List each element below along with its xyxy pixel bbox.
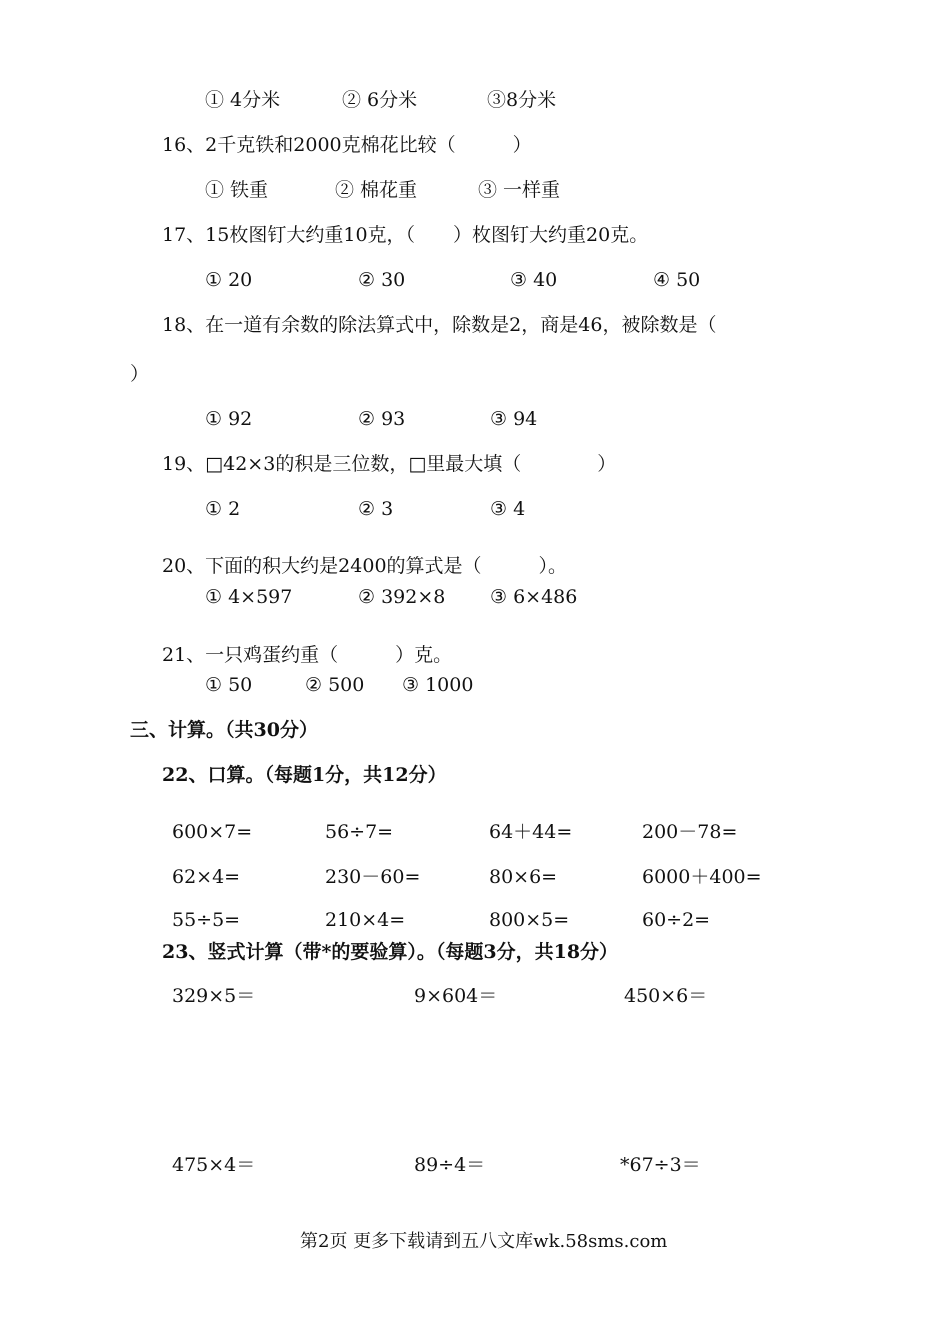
q23-item: 475×4＝ [172, 1154, 256, 1176]
q22-item: 210×4= [325, 909, 406, 931]
q22-title: 22、口算。（每题1分，共12分） [162, 764, 447, 786]
q18-option-3: ③ 94 [490, 408, 538, 430]
q18-option-1: ① 92 [205, 408, 253, 430]
q18-question: 18、在一道有余数的除法算式中，除数是2，商是46，被除数是（ [162, 314, 717, 336]
q21-option-3: ③ 1000 [402, 674, 474, 696]
section-title: 三、计算。（共30分） [130, 719, 318, 741]
q21-option-2: ② 500 [305, 674, 365, 696]
q19-option-1: ① 2 [205, 498, 241, 520]
q20-option-3: ③ 6×486 [490, 586, 578, 608]
q17-option-1: ① 20 [205, 269, 253, 291]
q18-option-2: ② 93 [358, 408, 406, 430]
q23-title: 23、竖式计算（带*的要验算）。（每题3分，共18分） [162, 941, 619, 963]
q20-option-1: ① 4×597 [205, 586, 293, 608]
q15-option-2: ② 6分米 [342, 89, 418, 111]
q20-question: 20、下面的积大约是2400的算式是（ ）。 [162, 555, 568, 577]
q23-item: 9×604＝ [414, 985, 498, 1007]
q15-option-3: ③8分米 [487, 89, 557, 111]
q23-item: 329×5＝ [172, 985, 256, 1007]
q23-item: 450×6＝ [624, 985, 708, 1007]
q17-option-4: ④ 50 [653, 269, 701, 291]
q22-item: 60÷2= [642, 909, 711, 931]
q23-item: 89÷4＝ [414, 1154, 486, 1176]
q21-question: 21、一只鸡蛋约重（ ）克。 [162, 644, 453, 666]
q22-item: 56÷7= [325, 821, 394, 843]
q16-option-1: ① 铁重 [205, 179, 269, 201]
q22-item: 80×6= [489, 866, 558, 888]
q19-question: 19、□42×3的积是三位数，□里最大填（ ） [162, 453, 617, 475]
q16-question: 16、2千克铁和2000克棉花比较（ ） [162, 134, 532, 156]
q22-item: 64＋44= [489, 821, 573, 843]
q22-item: 62×4= [172, 866, 241, 888]
page-footer: 第2页 更多下载请到五八文库wk.58sms.com [300, 1231, 668, 1252]
q21-option-1: ① 50 [205, 674, 253, 696]
q23-item: *67÷3＝ [620, 1154, 701, 1176]
q22-item: 800×5= [489, 909, 570, 931]
q16-option-3: ③ 一样重 [478, 179, 561, 201]
q17-option-2: ② 30 [358, 269, 406, 291]
q22-item: 230－60= [325, 866, 421, 888]
q20-option-2: ② 392×8 [358, 586, 446, 608]
q17-option-3: ③ 40 [510, 269, 558, 291]
q19-option-3: ③ 4 [490, 498, 526, 520]
q16-option-2: ② 棉花重 [335, 179, 418, 201]
q22-item: 600×7= [172, 821, 253, 843]
q18-question-continued: ） [130, 363, 150, 385]
q22-item: 200－78= [642, 821, 738, 843]
q19-option-2: ② 3 [358, 498, 394, 520]
q22-item: 55÷5= [172, 909, 241, 931]
q22-item: 6000＋400= [642, 866, 762, 888]
q15-option-1: ① 4分米 [205, 89, 281, 111]
q17-question: 17、15枚图钉大约重10克，（ ）枚图钉大约重20克。 [162, 224, 649, 246]
